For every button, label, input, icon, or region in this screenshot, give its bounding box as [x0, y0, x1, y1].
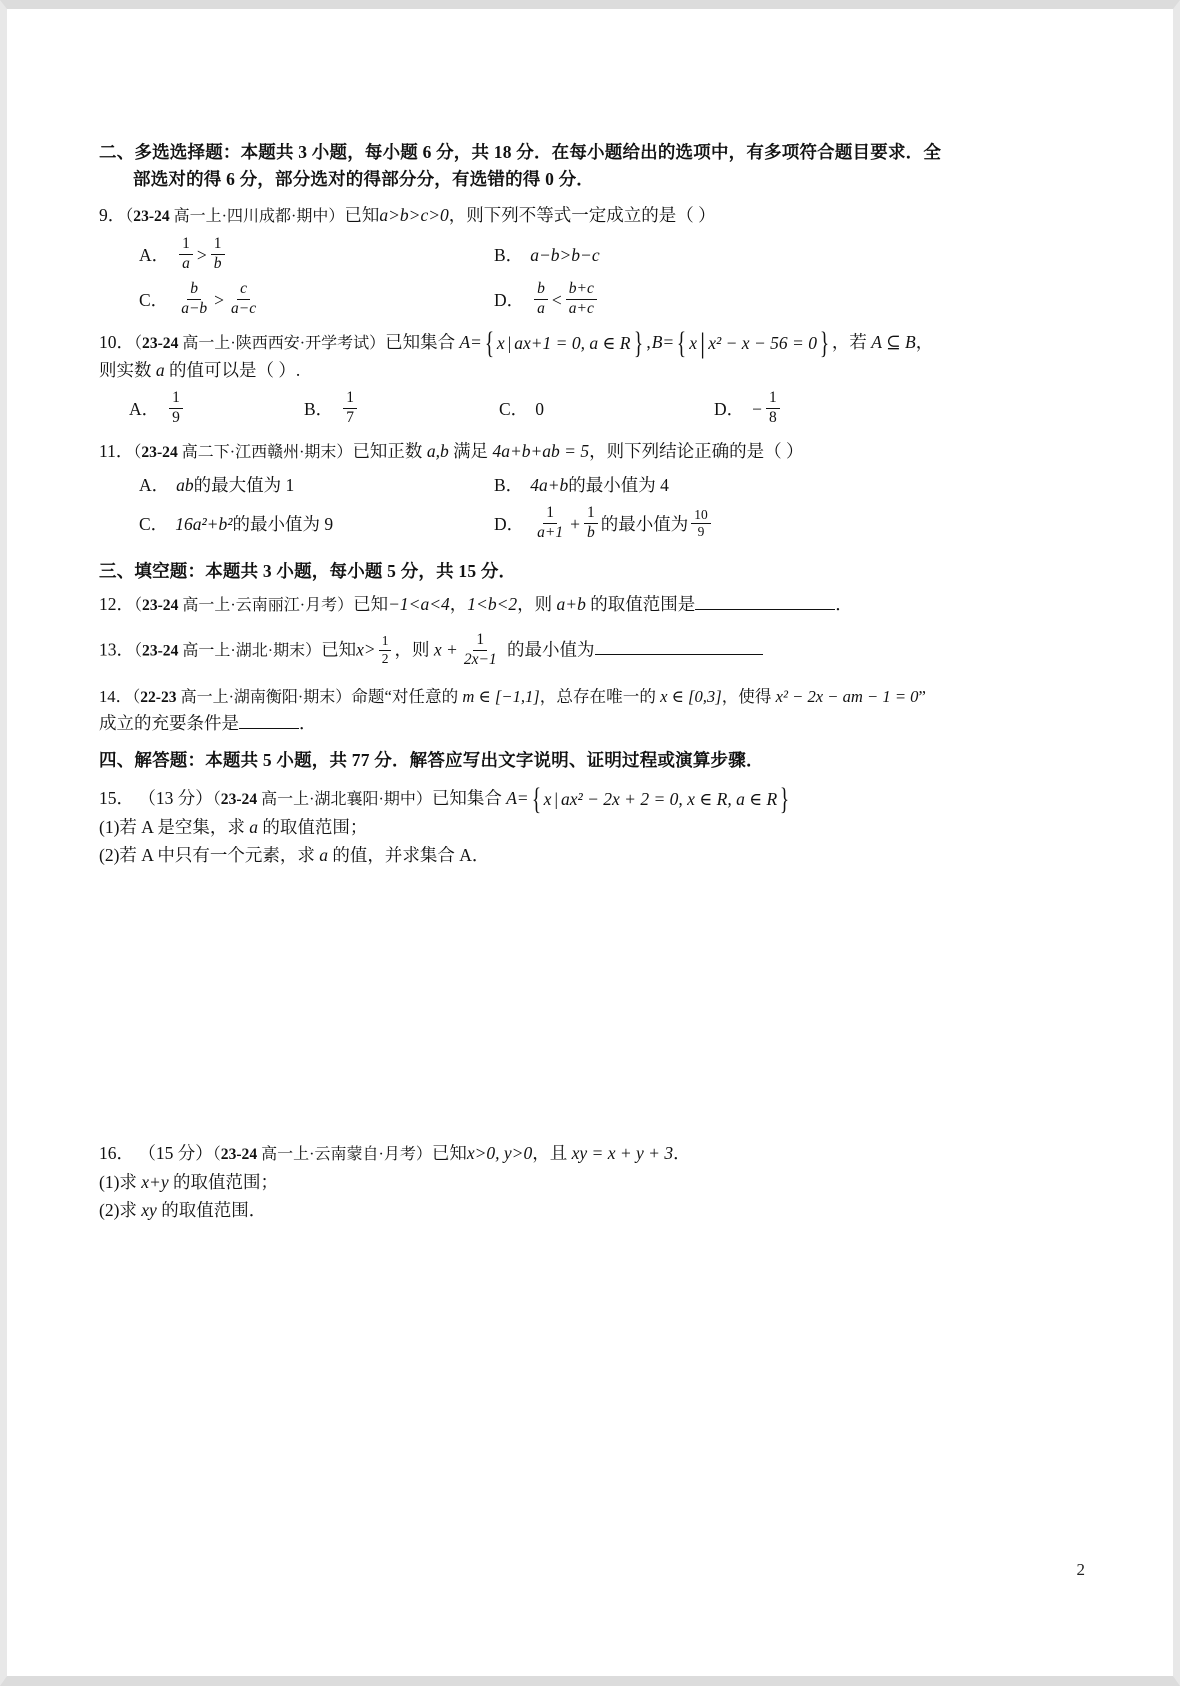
- question-10-stem-mid: ，若: [831, 331, 872, 352]
- question-12-comma: ，: [449, 594, 468, 615]
- question-10-option-c[interactable]: [499, 390, 714, 429]
- question-11-option-b-text: 的最小值为 4: [568, 474, 669, 495]
- question-9-source: （23-24 高一上·四川成都·期中）: [125, 208, 345, 226]
- section4-head: 四、解答题：本题共 5 小题，共 77 分．解答应写出文字说明、证明过程或演算步骤．: [99, 749, 764, 770]
- question-9-option-a-relation: >: [196, 244, 207, 265]
- question-12-stem-post: 的取值范围是: [585, 594, 696, 615]
- question-11-options-row-2: [99, 505, 1029, 544]
- question-12-source: （23-24 高一上·云南丽江·月考）: [134, 597, 354, 615]
- question-11-option-d-frac-1: $\frac{1}{a+1}$: [537, 504, 564, 541]
- question-11-option-d-plus: +: [570, 513, 580, 534]
- question-9-stem-post: ，则下列不等式一定成立的是（ ）: [448, 205, 716, 226]
- question-10-line-2: 则实数 a 的值可以是（ ）.: [99, 360, 301, 381]
- document-body: [99, 139, 1029, 1225]
- question-16-conditions: x>0, y>0: [466, 1143, 533, 1164]
- question-9-option-a-frac-1: $\frac{1}{a}$: [179, 235, 193, 274]
- question-9-option-b-label: B．: [494, 244, 524, 265]
- question-9-option-d-frac-1: $\frac{b}{a}$: [534, 280, 548, 319]
- question-14-m-range: m ∈ [−1,1]: [462, 686, 540, 706]
- question-12-condition-1: −1<a<4: [388, 594, 450, 615]
- question-13-stem-pre: 已知: [321, 639, 357, 660]
- question-15-source: （23-24 高一上·湖北襄阳·期中）: [212, 790, 432, 808]
- question-9-option-a-frac-2: $\frac{1}{b}$: [211, 235, 225, 274]
- question-11-option-a[interactable]: [99, 472, 484, 499]
- question-11-number: 11．: [99, 441, 134, 462]
- question-14-stem-mid-2: ，使得: [721, 686, 776, 706]
- paper-sheet: [7, 9, 1173, 1676]
- question-10-options: [99, 390, 1029, 429]
- question-11-variables: a,b: [426, 441, 449, 462]
- question-11-option-d-text: 的最小值为: [600, 513, 689, 534]
- question-14-stem-end: ”: [918, 686, 926, 706]
- question-9-option-d-label: D．: [494, 289, 525, 310]
- question-11: [99, 438, 1029, 544]
- question-10: 10．（23-24 高一上·陕西西安·开学考试）已知集合 A= { x | ax+1 = 0, a ∈ R } ,B= { x | x² − x − 56 = 0 } ，若 A ⊆ B， 则实数 a 的值可以是（ ）. A． $\frac{1}{9}$ B． $\frac{1}{7}$ C． 0 D． − $\frac{1}{8}$: [99, 329, 1029, 429]
- question-13-variable: x: [356, 639, 364, 660]
- question-11-option-c-label: C．: [139, 513, 169, 534]
- question-9-stem-pre: 已知: [344, 205, 380, 226]
- question-11-option-b-expr: 4a+b: [530, 474, 569, 495]
- question-10-set-a: { x | ax+1 = 0, a ∈ R }: [484, 325, 643, 361]
- question-9-option-d-frac-2: $\frac{b+c}{a+c}$: [566, 280, 597, 319]
- question-9-option-b[interactable]: [484, 236, 884, 275]
- question-10-set-a-name: A: [459, 331, 471, 352]
- question-10-stem-pre: 已知集合: [385, 331, 460, 352]
- section-heading-fill-blank: [99, 558, 1029, 585]
- question-11-source: （23-24 高二下·江西赣州·期末）: [133, 444, 353, 462]
- question-13-expression-lead: x +: [433, 639, 458, 660]
- question-15: 15． （13 分）（23-24 高一上·湖北襄阳·期中）已知集合 A= { x | ax² − 2x + 2 = 0, x ∈ R, a ∈ R } (1)若 A 是空集，求 a 的取值范围； (2)若 A 中只有一个元素，求 a 的值，并求集合 A．: [99, 785, 1029, 870]
- question-9-option-d[interactable]: [484, 281, 884, 320]
- question-16-stem-mid: ，且: [532, 1143, 572, 1164]
- question-15-number: 15．: [99, 787, 134, 808]
- question-10-option-c-value: 0: [535, 399, 544, 420]
- question-10-option-a-label: A．: [129, 399, 160, 420]
- question-15-part-2: (2)若 A 中只有一个元素，求 a 的值，并求集合 A．: [99, 845, 490, 866]
- question-11-options-row-1: [99, 472, 1029, 499]
- question-13-answer-blank[interactable]: [595, 654, 763, 655]
- question-12-condition-2: 1<b<2: [467, 594, 518, 615]
- question-13-relation: >: [364, 639, 375, 660]
- question-14-x-range: x ∈ [0,3]: [660, 686, 722, 706]
- question-9: [99, 202, 1029, 319]
- question-9-option-c-frac-1: $\frac{b}{a-b}$: [181, 279, 208, 317]
- question-9-option-c-frac-2: $\frac{c}{a-c}$: [231, 279, 257, 317]
- question-16-stem-end: ．: [673, 1143, 691, 1164]
- question-9-option-a-label: A．: [139, 244, 170, 265]
- question-10-stem-end: ，: [915, 331, 934, 352]
- question-15-stem-pre: 已知集合: [431, 787, 507, 808]
- question-10-option-b-value: $\frac{1}{7}$: [343, 389, 357, 428]
- question-10-option-a-value: $\frac{1}{9}$: [169, 389, 183, 428]
- question-10-set-b: { x | x² − x − 56 = 0 }: [677, 325, 830, 361]
- question-9-inequality: a>b>c>0: [379, 205, 449, 226]
- question-11-option-d[interactable]: [484, 505, 884, 544]
- question-15-answer-space: [99, 869, 1029, 1131]
- question-14-equation: x² − 2x − am − 1 = 0: [775, 686, 919, 706]
- question-14-number: 14．: [99, 686, 133, 706]
- question-16: [99, 1140, 1029, 1224]
- question-14-stem-pre: 命题“对任意的: [351, 686, 463, 706]
- question-11-stem-post: ，则下列结论正确的是（ ）: [589, 441, 804, 462]
- question-15-score: （13 分）: [138, 787, 213, 808]
- question-9-option-c[interactable]: [99, 281, 484, 320]
- question-16-source: （23-24 高一上·云南蒙自·月考）: [212, 1146, 432, 1164]
- question-16-part-1: (1)求 x+y 的取值范围；: [99, 1172, 278, 1193]
- question-9-option-b-expr: a−b>b−c: [530, 244, 600, 265]
- question-14-source: （22-23 高一上·湖南衡阳·期末）: [132, 688, 352, 706]
- question-13-stem-mid: ，则: [394, 639, 434, 660]
- question-13: [99, 632, 1029, 671]
- question-15-set-a: { x | ax² − 2x + 2 = 0, x ∈ R, a ∈ R }: [531, 781, 790, 817]
- question-10-option-d-sign: −: [752, 399, 763, 420]
- question-9-option-d-relation: <: [551, 289, 562, 310]
- question-11-option-d-label: D．: [494, 513, 525, 534]
- question-10-option-c-label: C．: [499, 399, 529, 420]
- question-10-source: （23-24 高一上·陕西西安·开学考试）: [134, 334, 386, 352]
- question-13-source: （23-24 高一上·湖北·期末）: [134, 642, 322, 660]
- question-13-bound: $\frac{1}{2}$: [379, 633, 392, 667]
- page-number: 2: [1076, 1560, 1085, 1579]
- question-11-option-d-result: $\frac{10}{9}$: [691, 507, 711, 541]
- question-12-stem-mid: ，则: [517, 594, 557, 615]
- question-14-line-2: 成立的充要条件是 ．: [99, 713, 317, 734]
- question-13-fraction: $\frac{1}{2x-1}$: [463, 630, 497, 668]
- question-12-expression: a+b: [556, 594, 586, 615]
- question-12-tail: ．: [835, 594, 853, 615]
- question-11-option-a-text: 的最大值为 1: [193, 474, 295, 495]
- question-9-option-c-label: C．: [139, 289, 169, 310]
- question-10-option-a[interactable]: [129, 390, 304, 429]
- question-14-answer-blank[interactable]: [239, 728, 299, 729]
- question-12-number: 12．: [99, 594, 134, 615]
- question-11-option-d-frac-2: $\frac{1}{b}$: [584, 504, 598, 543]
- question-11-option-b[interactable]: [484, 472, 884, 499]
- question-16-score: （15 分）: [138, 1143, 213, 1164]
- question-11-option-a-expr: ab: [176, 474, 194, 495]
- question-12-stem-pre: 已知: [353, 594, 389, 615]
- section3-head: 三、填空题：本题共 3 小题，每小题 5 分，共 15 分．: [99, 560, 517, 581]
- question-11-equation: 4a+b+ab = 5: [492, 441, 590, 462]
- section-heading-multi-choice: [99, 139, 1029, 193]
- question-16-part-2: (2)求 xy 的取值范围．: [99, 1200, 267, 1221]
- question-10-option-b-label: B．: [304, 399, 334, 420]
- question-12-answer-blank[interactable]: [695, 609, 835, 610]
- question-13-number: 13．: [99, 639, 134, 660]
- question-15-set-a-name: A: [506, 787, 517, 808]
- question-10-option-b[interactable]: [304, 390, 499, 429]
- question-11-stem-pre: 已知正数: [352, 441, 427, 462]
- question-10-option-d[interactable]: [714, 390, 894, 429]
- question-16-number: 16．: [99, 1143, 134, 1164]
- question-11-option-c-text: 的最小值为 9: [232, 513, 334, 534]
- section2-head-line1: 二、多选选择题：本题共 3 小题，每小题 6 分，共 18 分．在每小题给出的选项中，有多项符合题目要求．全: [99, 142, 942, 162]
- question-9-option-a[interactable]: [99, 236, 484, 275]
- question-9-option-c-relation: >: [214, 289, 225, 310]
- question-15-part-1: (1)若 A 是空集，求 a 的取值范围；: [99, 817, 368, 838]
- question-13-stem-post: 的最小值为: [502, 639, 595, 660]
- question-11-option-c[interactable]: [99, 505, 484, 544]
- question-16-stem-pre: 已知: [431, 1143, 467, 1164]
- question-10-set-b-name: B: [651, 331, 663, 352]
- question-11-option-c-expr: 16a²+b²: [175, 513, 233, 534]
- question-10-subset-relation: A ⊆ B: [871, 331, 916, 352]
- question-10-number: 10．: [99, 331, 134, 352]
- question-9-options-row-2: [99, 281, 1029, 320]
- section2-head-line2: 部选对的得 6 分，部分选对的得部分分，有选错的得 0 分．: [133, 169, 594, 190]
- question-9-number: 9．: [99, 205, 126, 226]
- question-12: [99, 591, 1029, 619]
- question-9-options-row-1: [99, 236, 1029, 275]
- question-10-option-d-value: $\frac{1}{8}$: [766, 389, 780, 428]
- question-14-stem-mid: ，总存在唯一的: [539, 686, 661, 706]
- question-10-option-d-label: D．: [714, 399, 745, 420]
- section-heading-solution: [99, 747, 1029, 774]
- question-11-option-b-label: B．: [494, 474, 524, 495]
- question-16-equation: xy = x + y + 3: [571, 1143, 674, 1164]
- question-14: [99, 684, 1029, 738]
- question-11-stem-mid: 满足: [448, 441, 493, 462]
- question-11-option-a-label: A．: [139, 474, 170, 495]
